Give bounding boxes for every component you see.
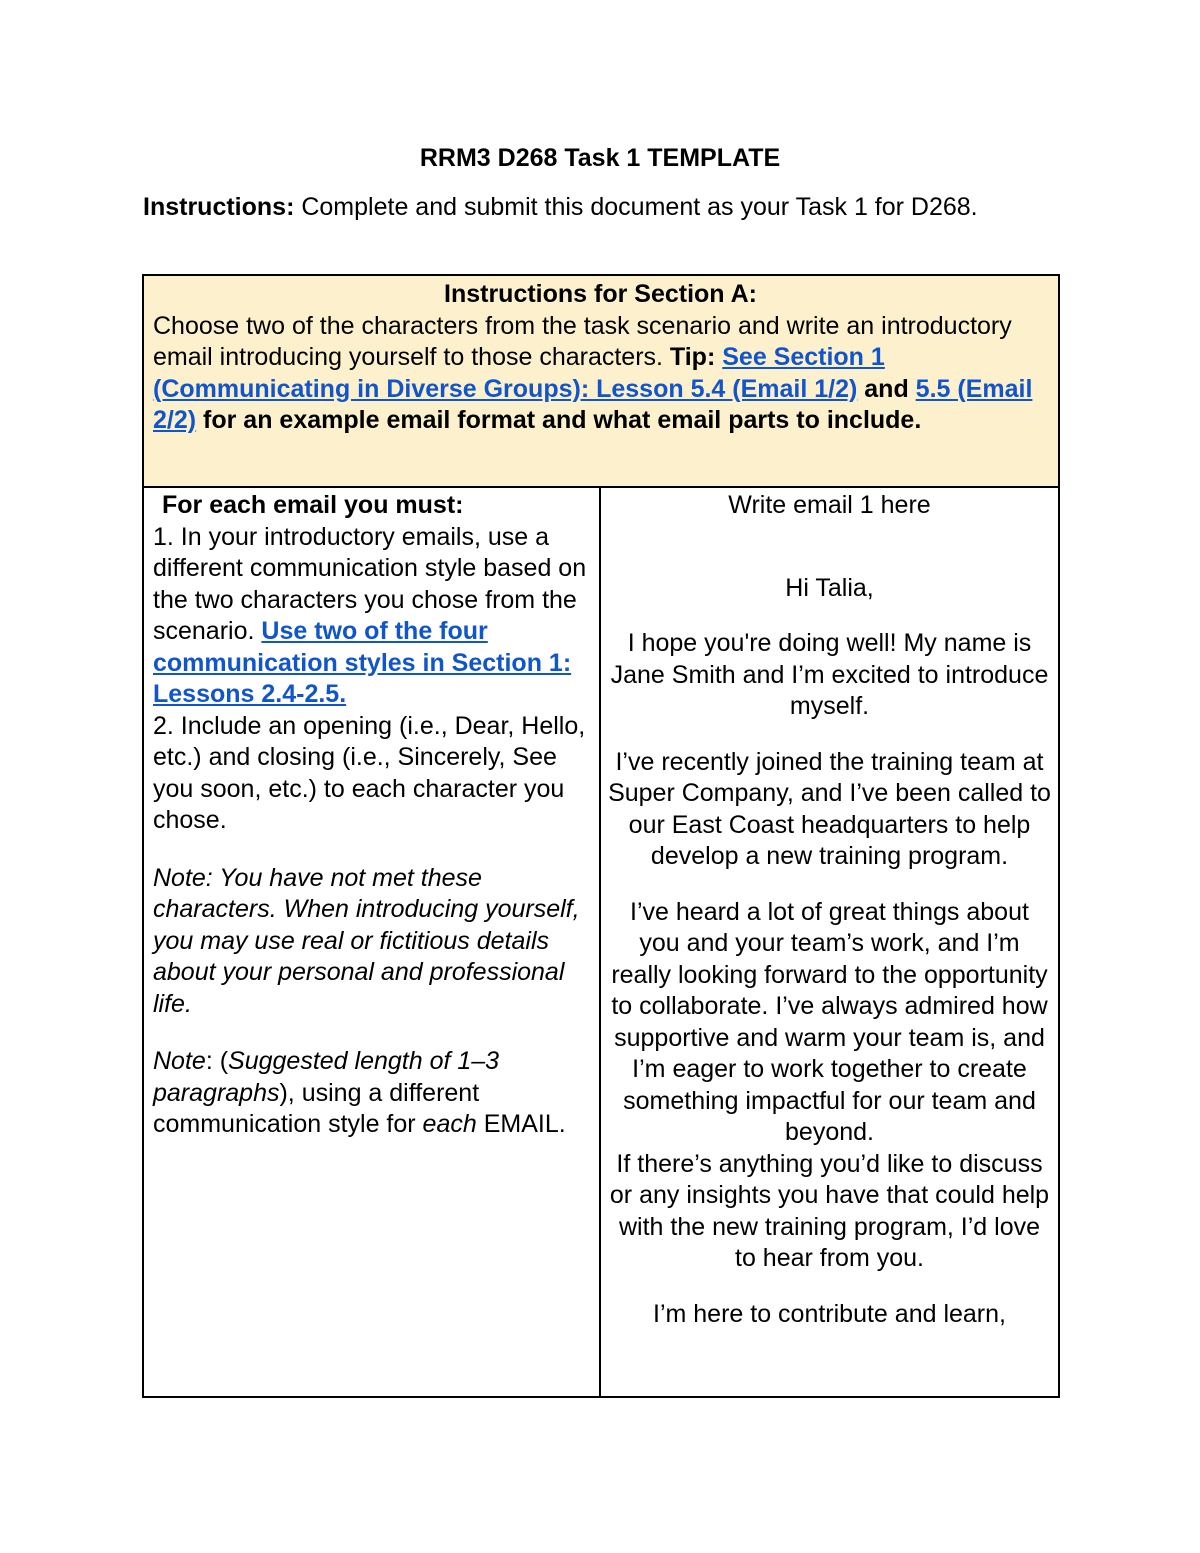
task-table xyxy=(142,274,1060,1398)
email-paragraph-5: I’m here to contribute and learn, xyxy=(653,1299,1006,1328)
note-1 xyxy=(153,863,589,1021)
requirement-item-1 xyxy=(153,522,589,711)
requirement-item-2: 2. Include an opening (i.e., Dear, Hello, etc.) and closing (i.e., Sincerely, See you soon, etc.) to each character you chose. xyxy=(153,711,586,834)
document-title: RRM3 D268 Task 1 TEMPLATE xyxy=(419,144,781,172)
tip-label: Tip: xyxy=(669,343,723,371)
section-a-body xyxy=(153,311,1048,437)
lesson-5-4-link[interactable]: See Section 1 (Communicating in Diverse Groups): Lesson 5.4 (Email 1/2) xyxy=(153,343,885,403)
section-a-heading: Instructions for Section A: xyxy=(444,280,757,308)
instructions-text: Complete and submit this document as your Task 1 for D268. xyxy=(294,193,978,221)
requirements-column xyxy=(144,488,601,1398)
note-2-italic: Suggested length of 1–3 paragraphs xyxy=(153,1047,500,1107)
instructions-label: Instructions: xyxy=(143,193,295,221)
note-2-end: EMAIL. xyxy=(476,1110,566,1138)
email-salutation: Hi Talia, xyxy=(785,573,874,602)
note-2-each: each xyxy=(422,1110,477,1138)
email-paragraph-2: I’ve recently joined the training team at Super Company, and I’ve been called to our East Coast headquarters to help develop a new training program. xyxy=(608,747,1051,870)
lesson-5-5-link[interactable]: 5.5 (Email 2/2) xyxy=(153,374,1033,434)
email-paragraph-1: I hope you're doing well! My name is Jane Smith and I’m excited to introduce myself. xyxy=(610,629,1049,720)
section-a-instructions xyxy=(144,276,1058,488)
note-2 xyxy=(153,1046,589,1141)
note-1-text: Note: You have not met these characters. When introducing yourself, you may use real or fictitious details about your personal and professional life. xyxy=(153,863,580,1018)
communication-styles-link[interactable]: Use two of the four communication styles in Section 1: Lessons 2.4-2.5. xyxy=(153,617,572,708)
table-bottom-border xyxy=(142,1396,1060,1398)
section-a-text: Choose two of the characters from the task scenario and write an introductory email introducing yourself to those characters. xyxy=(153,311,1012,371)
and-text: and xyxy=(857,374,916,403)
requirement-item-1-text: 1. In your introductory emails, use a different communication style based on the two characters you chose from the scenario. xyxy=(153,522,587,645)
section-a-tail: for an example email format and what email parts to include. xyxy=(196,406,922,434)
requirements-heading: For each email you must: xyxy=(162,491,464,519)
email-paragraph-3: I’ve heard a lot of great things about you and your team’s work, and I’m really looking forward to the opportunity to collaborate. I’ve always admired how supportive and warm your team is, and I’m eager to work together to create something impactful for our team and beyond. xyxy=(611,897,1048,1146)
note-2-mid: ), using a different communication style for xyxy=(153,1078,480,1138)
note-2-label: Note xyxy=(153,1047,206,1075)
document-instructions xyxy=(143,191,1023,223)
email-1-column[interactable] xyxy=(601,488,1058,1398)
note-2-colon: : ( xyxy=(205,1047,229,1075)
email-1-heading: Write email 1 here xyxy=(728,491,931,519)
email-paragraph-4: If there’s anything you’d like to discuss or any insights you have that could help with the new training program, I’d love to hear from you. xyxy=(609,1149,1050,1272)
